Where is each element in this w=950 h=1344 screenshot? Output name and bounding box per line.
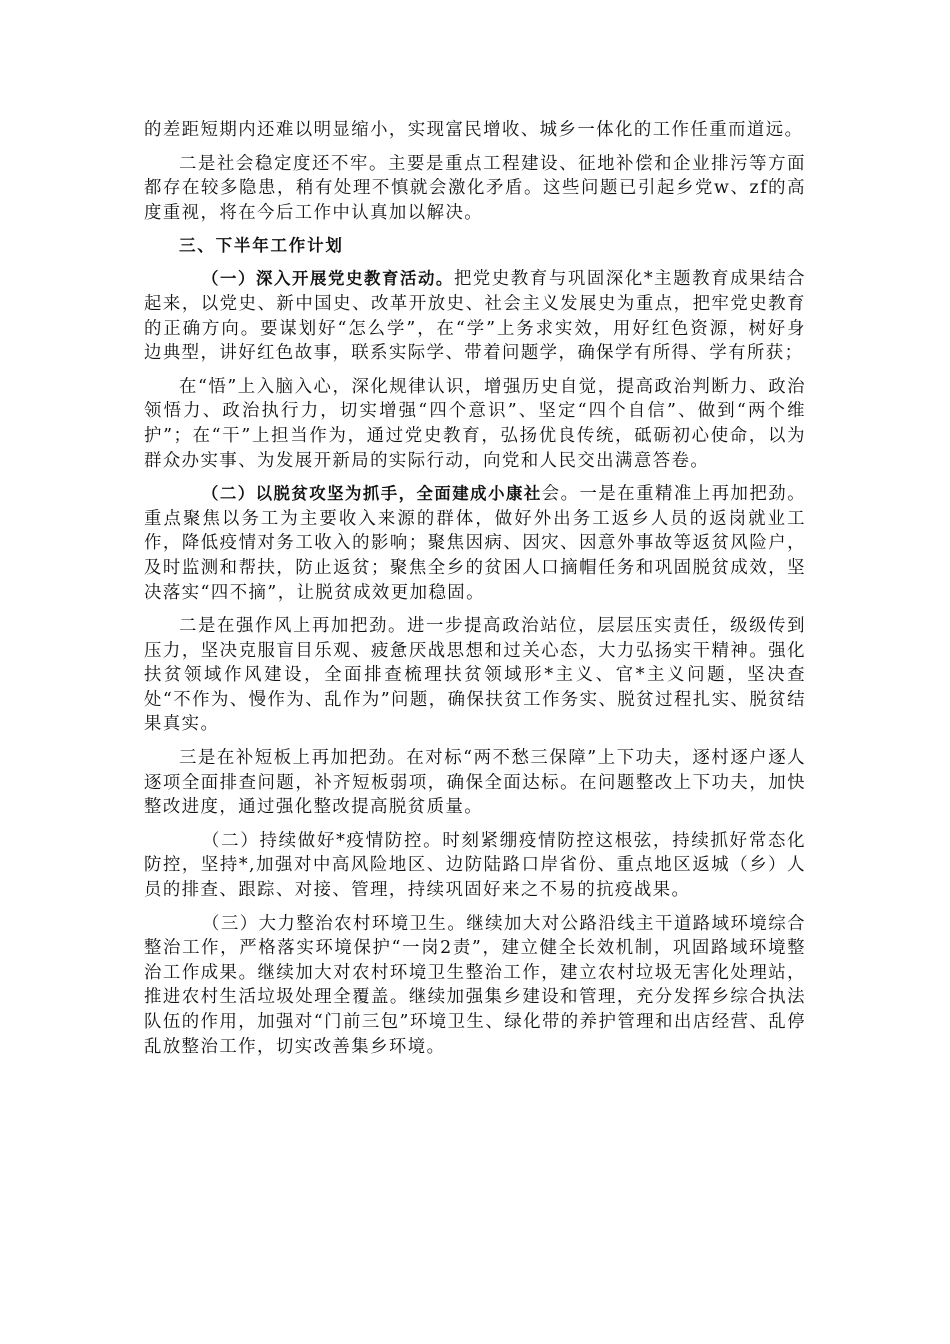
section-heading-work-plan: 三、下半年工作计划	[179, 236, 344, 256]
paragraph-social-stability: 二是社会稳定度还不牢。主要是重点工程建设、征地补偿和企业排污等方面都存在较多隐患，稍有处理不慎就会激化矛盾。这些问题已引起乡党w、zf的高度重视，将在今后工作中认真加以解决。	[144, 153, 806, 223]
paragraph-wu-gan: 在“悟”上入脑入心，深化规律认识，增强历史自觉，提高政治判断力、政治领悟力、政治执行力，切实增强“四个意识”、坚定“四个自信”、做到“两个维护”；在“干”上担当作为，通过党史教育，弘扬优良传统，砥砺初心使命，以为群众办实事、为发展开新局的实际行动，向党和人民交出满意答卷。	[144, 376, 806, 471]
document-page	[144, 118, 806, 1068]
subheading-poverty-alleviation: （二）以脱贫攻坚为抓手，全面建成小康社	[202, 484, 542, 504]
subheading-party-history-education: （一）深入开展党史教育活动。	[202, 269, 454, 289]
paragraph-epidemic-control: （二）持续做好*疫情防控。时刻紧绷疫情防控这根弦，持续抓好常态化防控，坚持*,加强对中高风险地区、边防陆路口岸省份、重点地区返城（乡）人员的排查、跟踪、对接、管理，持续巩固好来之不易的抗疫战果。	[144, 830, 806, 901]
paragraph-poverty-alleviation	[144, 482, 806, 605]
paragraph-party-history-education	[144, 267, 806, 365]
paragraph-continuation: 的差距短期内还难以明显缩小，实现富民增收、城乡一体化的工作任重而道远。	[144, 120, 804, 140]
paragraph-poverty-alleviation-body: 会。一是在重精准上再加把劲。重点聚焦以务工为主要收入来源的群体，做好外出务工返乡人员的返岗就业工作，降低疫情对务工收入的影响；聚焦因病、因灾、因意外事故等返贫风险户，及时监测和帮扶，防止返贫；聚焦全乡的贫困人口摘帽任务和巩固脱贫成效，坚决落实“四不摘”，让脱贫成效更加稳固。	[144, 484, 806, 603]
paragraph-short-boards: 三是在补短板上再加把劲。在对标“两不愁三保障”上下功夫，逐村逐户逐人逐项全面排查问题，补齐短板弱项，确保全面达标。在问题整改上下功夫，加快整改进度，通过强化整改提高脱贫质量。	[144, 748, 806, 818]
paragraph-rural-environment: （三）大力整治农村环境卫生。继续加大对公路沿线主干道路域环境综合整治工作，严格落实环境保护“一岗2责”，建立健全长效机制，巩固路域环境整治工作成果。继续加大对农村环境卫生整治工作，建立农村垃圾无害化处理站，推进农村生活垃圾处理全覆盖。继续加强集乡建设和管理，充分发挥乡综合执法队伍的作用，加强对“门前三包”环境卫生、绿化带的养护管理和出店经营、乱停乱放整治工作，切实改善集乡环境。	[144, 913, 806, 1057]
paragraph-party-history-body: 把党史教育与巩固深化*主题教育成果结合起来，以党史、新中国史、改革开放史、社会主义发展史为重点，把牢党史教育的正确方向。要谋划好“怎么学”，在“学”上务求实效，用好红色资源，树好身边典型，讲好红色故事，联系实际学、带着问题学，确保学有所得、学有所获；	[144, 269, 806, 364]
paragraph-work-style: 二是在强作风上再加把劲。进一步提高政治站位，层层压实责任，级级传到压力，坚决克服盲目乐观、疲惫厌战思想和过关心态，大力弘扬实干精神。强化扶贫领域作风建设，全面排查梳理扶贫领域形*主义、官*主义问题，坚决查处“不作为、慢作为、乱作为”问题，确保扶贫工作务实、脱贫过程扎实、脱贫结果真实。	[144, 616, 806, 735]
